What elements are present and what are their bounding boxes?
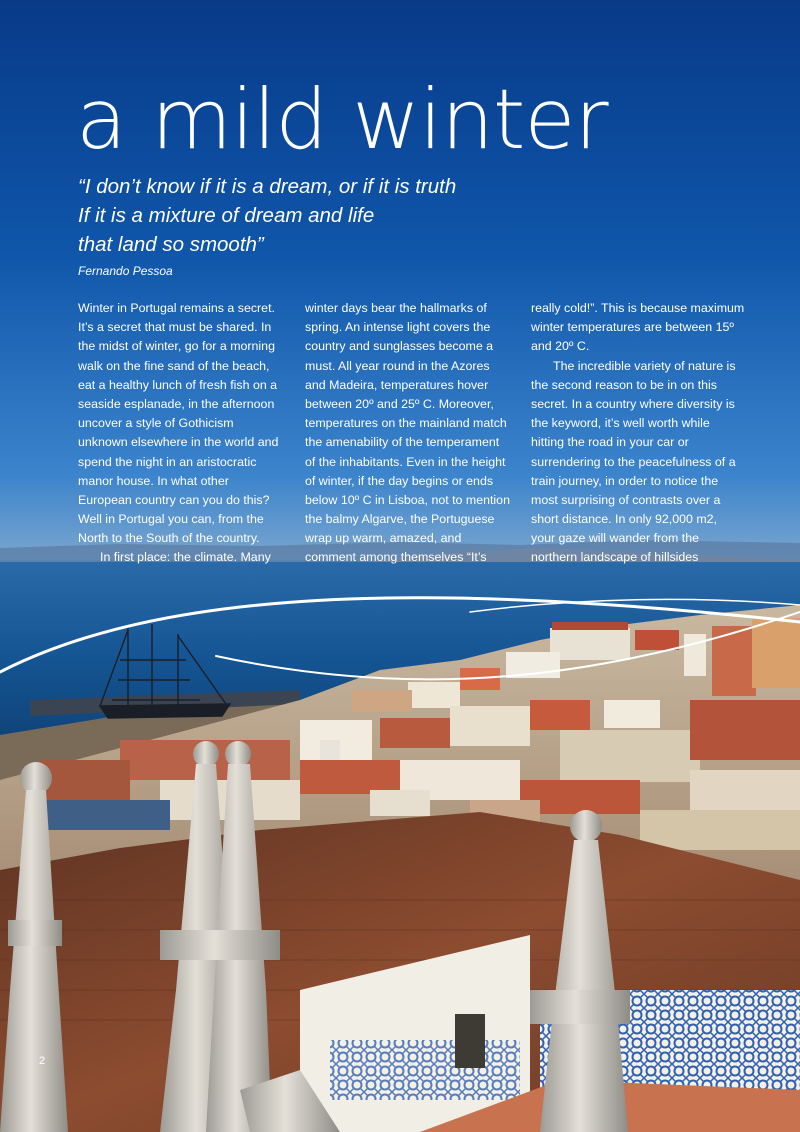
body-text-line: of the inhabitants. Even in the height xyxy=(305,454,506,469)
body-text-line: short distance. In only 92,000 m2, xyxy=(531,512,717,527)
body-text-line: wrap up warm, amazed, and xyxy=(305,531,462,546)
body-text-line: most surprising of contrasts over a xyxy=(531,492,721,507)
body-text-line: of winter, if the day begins or ends xyxy=(305,473,494,488)
body-text-line: comment among themselves “It’s xyxy=(305,550,487,565)
quote-line: If it is a mixture of dream and life xyxy=(78,204,375,227)
body-text-line: Winter in Portugal remains a secret. xyxy=(78,301,275,315)
quote-line: that land so smooth” xyxy=(78,233,264,256)
body-text-line: the balmy Algarve, the Portuguese xyxy=(305,512,495,527)
body-text-line: below 10º C in Lisboa, not to mention xyxy=(305,492,510,507)
body-text-line: the second reason to be in on this xyxy=(531,377,717,392)
body-text-line: winter temperatures are between 15º xyxy=(531,320,734,335)
body-text-line: Well in Portugal you can, from the xyxy=(78,512,264,527)
body-text-line: and 20º C. xyxy=(531,339,590,354)
body-text-line: the amenability of the temperament xyxy=(305,435,500,450)
body-text-line: North to the South of the country. xyxy=(78,531,260,546)
body-text-line: train journey, in order to notice the xyxy=(531,473,719,488)
body-text-line: manor house. In what other xyxy=(78,473,229,488)
epigraph-quote xyxy=(78,172,456,259)
body-text-line: really cold!”. This is because maximum xyxy=(531,301,745,315)
body-text-line: hitting the road in your car or xyxy=(531,435,689,450)
body-text-line: surrendering to the peacefulness of a xyxy=(531,454,736,469)
body-text-line: unknown elsewhere in the world and xyxy=(78,435,279,450)
body-text-line: European country can you do this? xyxy=(78,492,270,507)
body-text-line: the keyword, it’s well worth while xyxy=(531,416,710,431)
body-text-line: your gaze will wander from the xyxy=(531,531,700,546)
text-column-3 xyxy=(531,299,753,568)
body-text-line: temperatures on the mainland match xyxy=(305,416,507,431)
body-text-line: seaside esplanade, in the afternoon xyxy=(78,396,275,411)
page-number: 2 xyxy=(39,1055,46,1067)
body-text-line: uncover a style of Gothicism xyxy=(78,416,234,431)
quote-author: Fernando Pessoa xyxy=(78,264,173,278)
quote-line: “I don’t know if it is a dream, or if it is truth xyxy=(78,175,457,198)
text-column-1 xyxy=(78,299,300,568)
body-text-line: eat a healthy lunch of fresh fish on a xyxy=(78,377,278,392)
body-text-line: spend the night in an aristocratic xyxy=(78,454,257,469)
body-text-line: spring. An intense light covers the xyxy=(305,320,491,335)
body-text-line: In first place: the climate. Many xyxy=(100,550,271,565)
text-column-2 xyxy=(305,299,527,568)
body-text-line: It’s a secret that must be shared. In xyxy=(78,320,272,335)
body-text-line: the midst of winter, go for a morning xyxy=(78,339,275,354)
body-text-line: The incredible variety of nature is xyxy=(553,358,736,373)
body-text-line: between 20º and 25º C. Moreover, xyxy=(305,396,494,411)
body-text-line: secret. In a country where diversity is xyxy=(531,396,735,411)
body-text-line: northern landscape of hillsides xyxy=(531,550,699,565)
body-text-line: must. All year round in the Azores xyxy=(305,358,490,373)
body-text-line: winter days bear the hallmarks of xyxy=(305,301,487,315)
body-text-line: and Madeira, temperatures hover xyxy=(305,377,489,392)
article-title: a mild winter xyxy=(76,71,608,168)
body-text-line: country and sunglasses become a xyxy=(305,339,494,354)
body-text-line: walk on the fine sand of the beach, xyxy=(78,358,270,373)
